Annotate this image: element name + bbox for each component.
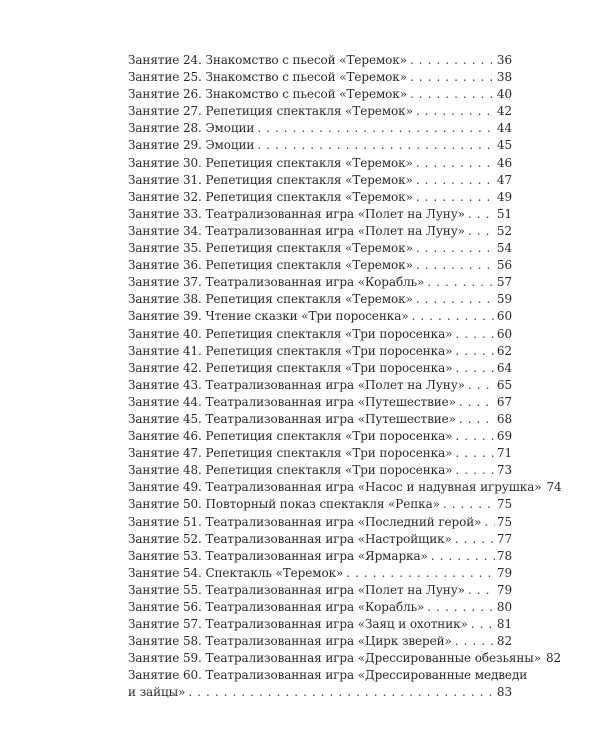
dot-leader xyxy=(346,565,495,582)
dot-leader xyxy=(257,137,495,154)
dot-leader xyxy=(257,120,495,137)
toc-entry-page: 59 xyxy=(496,292,512,307)
dot-leader xyxy=(427,274,495,291)
toc-entry-page: 45 xyxy=(496,138,512,153)
toc-entry-title: Занятие 40. Репетиция спектакля «Три поросенка» xyxy=(128,326,453,341)
toc-entry-page: 80 xyxy=(496,600,512,614)
toc-entry-title: Занятие 48. Репетиция спектакля «Три поросенка» xyxy=(128,463,453,478)
toc-entry-page: 46 xyxy=(496,155,512,170)
dot-leader xyxy=(471,616,495,633)
toc-entry xyxy=(128,531,512,548)
toc-entry xyxy=(128,308,512,325)
dot-leader xyxy=(459,411,495,428)
toc-entry-title: Занятие 24. Знакомство с пьесой «Теремок» xyxy=(128,53,407,67)
toc-entry-title: Занятие 49. Театрализованная игра «Насос и надувная игрушка» xyxy=(128,480,542,495)
toc-entry xyxy=(128,120,512,137)
toc-entry xyxy=(128,103,512,120)
toc-entry-title: Занятие 29. Эмоции xyxy=(128,138,255,153)
dot-leader xyxy=(455,326,495,343)
toc-entry-title: Занятие 37. Театрализованная игра «Корабль» xyxy=(128,275,425,290)
dot-leader xyxy=(443,496,495,513)
dot-leader xyxy=(484,514,495,531)
toc-entry xyxy=(128,411,512,428)
toc-entry-page: 67 xyxy=(496,394,512,409)
toc-entry-title: Занятие 52. Театрализованная игра «Настройщик» xyxy=(128,531,452,546)
toc-entry-title: Занятие 31. Репетиция спектакля «Теремок» xyxy=(128,172,413,187)
toc-entry-title: Занятие 38. Репетиция спектакля «Теремок» xyxy=(128,292,413,307)
toc-entry xyxy=(128,206,512,223)
toc-entry-title: Занятие 53. Театрализованная игра «Ярмарка» xyxy=(128,548,428,563)
toc-entry xyxy=(128,257,512,274)
toc-entry xyxy=(128,565,512,582)
toc-entry xyxy=(128,462,512,479)
toc-entry-page: 77 xyxy=(496,531,512,546)
toc-entry-page: 44 xyxy=(496,121,512,136)
toc-entry-page: 69 xyxy=(496,429,512,444)
toc-entry-page: 62 xyxy=(496,343,512,358)
toc-entry-page: 71 xyxy=(496,446,512,461)
toc-entry-title: Занятие 32. Репетиция спектакля «Теремок» xyxy=(128,189,413,204)
toc-entry xyxy=(128,667,528,701)
toc-entry xyxy=(128,172,512,189)
toc-entry-title: Занятие 28. Эмоции xyxy=(128,121,255,136)
dot-leader xyxy=(468,377,495,394)
dot-leader xyxy=(410,86,495,103)
dot-leader xyxy=(416,155,495,172)
toc-entry xyxy=(128,479,562,496)
toc-entry-title: Занятие 36. Репетиция спектакля «Теремок» xyxy=(128,258,413,273)
dot-leader xyxy=(455,462,495,479)
toc-entry-page: 83 xyxy=(496,685,512,700)
toc-entry-page: 54 xyxy=(496,241,512,256)
toc-entry-title: Занятие 39. Чтение сказки «Три поросенка» xyxy=(128,309,409,324)
dot-leader xyxy=(416,172,495,189)
toc-entry xyxy=(128,360,512,377)
dot-leader xyxy=(410,69,495,86)
toc-entry-page: 56 xyxy=(496,258,512,273)
toc-entry-title: Занятие 50. Повторный показ спектакля «Репка» xyxy=(128,497,440,512)
toc-entry-title: Занятие 51. Театрализованная игра «Последний герой» xyxy=(128,514,482,529)
toc-entry-page: 36 xyxy=(496,53,512,67)
toc-entry-page: 51 xyxy=(496,206,512,221)
toc-entry-page: 68 xyxy=(496,411,512,426)
dot-leader xyxy=(427,599,495,616)
toc-entry-title: Занятие 34. Театрализованная игра «Полет на Луну» xyxy=(128,223,465,238)
toc-entry xyxy=(128,377,512,394)
toc-entry xyxy=(128,445,512,462)
dot-leader xyxy=(410,52,495,69)
toc-entry xyxy=(128,343,512,360)
toc-entry-page: 52 xyxy=(496,223,512,238)
toc-entry xyxy=(128,240,512,257)
toc-entry-title: Занятие 43. Театрализованная игра «Полет на Луну» xyxy=(128,377,465,392)
toc-entry xyxy=(128,582,512,599)
toc-entry-page: 47 xyxy=(496,172,512,187)
dot-leader xyxy=(416,257,495,274)
toc-entry-page: 82 xyxy=(496,634,512,649)
toc-entry-title: Занятие 44. Театрализованная игра «Путешествие» xyxy=(128,394,456,409)
toc-entry-title: Занятие 47. Репетиция спектакля «Три поросенка» xyxy=(128,446,453,461)
toc-entry-title: Занятие 54. Спектакль «Теремок» xyxy=(128,565,344,580)
dot-leader xyxy=(468,206,495,223)
toc-entry-page: 57 xyxy=(496,275,512,290)
dot-leader xyxy=(468,582,495,599)
toc-entry xyxy=(128,69,512,86)
toc-entry xyxy=(128,274,512,291)
toc-entry xyxy=(128,52,512,69)
dot-leader xyxy=(416,103,495,120)
toc-entry xyxy=(128,155,512,172)
toc-entry-title: Занятие 26. Знакомство с пьесой «Теремок» xyxy=(128,87,407,102)
toc-entry xyxy=(128,223,512,240)
dot-leader xyxy=(188,684,495,701)
toc-entry-page: 38 xyxy=(496,70,512,85)
toc-entry-title-line2: и зайцы» xyxy=(128,685,186,700)
toc-entry-title: Занятие 25. Знакомство с пьесой «Теремок» xyxy=(128,70,407,85)
toc-entry-title: Занятие 57. Театрализованная игра «Заяц и охотник» xyxy=(128,617,468,632)
toc-entry-title: Занятие 46. Репетиция спектакля «Три поросенка» xyxy=(128,429,453,444)
toc-entry xyxy=(128,616,512,633)
toc-entry-title-line1: Занятие 60. Театрализованная игра «Дрессированные медведи xyxy=(128,668,528,683)
toc-entry-line2 xyxy=(128,684,512,701)
toc-entry-title: Занятие 56. Театрализованная игра «Корабль» xyxy=(128,600,425,614)
toc-entry-page: 60 xyxy=(496,326,512,341)
toc-entry xyxy=(128,599,512,616)
toc-entry-title: Занятие 41. Репетиция спектакля «Три поросенка» xyxy=(128,343,453,358)
dot-leader xyxy=(455,428,495,445)
dot-leader xyxy=(416,240,495,257)
toc-entry-page: 79 xyxy=(496,565,512,580)
table-of-contents xyxy=(128,52,562,702)
toc-entry-title: Занятие 35. Репетиция спектакля «Теремок» xyxy=(128,241,413,256)
toc-entry xyxy=(128,137,512,154)
toc-entry-page: 64 xyxy=(496,360,512,375)
dot-leader xyxy=(431,548,495,565)
toc-entry-page: 74 xyxy=(546,480,562,495)
toc-entry xyxy=(128,650,562,667)
toc-entry-page: 81 xyxy=(496,617,512,632)
toc-entry-title: Занятие 30. Репетиция спектакля «Теремок» xyxy=(128,155,413,170)
toc-entry-page: 65 xyxy=(496,377,512,392)
toc-entry xyxy=(128,633,512,650)
dot-leader xyxy=(468,223,495,240)
dot-leader xyxy=(416,291,495,308)
dot-leader xyxy=(455,343,495,360)
toc-entry-page: 75 xyxy=(496,514,512,529)
toc-entry xyxy=(128,291,512,308)
toc-entry xyxy=(128,86,512,103)
toc-entry xyxy=(128,189,512,206)
dot-leader xyxy=(459,394,495,411)
toc-entry-page: 79 xyxy=(496,582,512,597)
dot-leader xyxy=(455,633,495,650)
dot-leader xyxy=(455,531,495,548)
toc-list xyxy=(128,52,562,667)
toc-entry-title: Занятие 58. Театрализованная игра «Цирк зверей» xyxy=(128,634,452,649)
dot-leader xyxy=(455,445,495,462)
dot-leader xyxy=(416,189,495,206)
toc-entry-page: 40 xyxy=(496,87,512,102)
dot-leader xyxy=(412,308,495,325)
toc-entry-page: 60 xyxy=(496,309,512,324)
toc-entry xyxy=(128,514,512,531)
toc-entry-page: 75 xyxy=(496,497,512,512)
toc-entry-page: 42 xyxy=(496,104,512,119)
toc-entry xyxy=(128,394,512,411)
toc-entry-title: Занятие 45. Театрализованная игра «Путешествие» xyxy=(128,411,456,426)
toc-entry-page: 49 xyxy=(496,189,512,204)
toc-entry xyxy=(128,548,512,565)
toc-entry xyxy=(128,326,512,343)
toc-entry-title: Занятие 42. Репетиция спектакля «Три поросенка» xyxy=(128,360,453,375)
toc-entry xyxy=(128,496,512,513)
toc-entry-page: 78 xyxy=(496,548,512,563)
dot-leader xyxy=(455,360,495,377)
toc-entry-title: Занятие 27. Репетиция спектакля «Теремок» xyxy=(128,104,413,119)
toc-entry-page: 73 xyxy=(496,463,512,478)
toc-entry xyxy=(128,428,512,445)
toc-entry-page: 82 xyxy=(545,651,562,666)
toc-entry-title: Занятие 33. Театрализованная игра «Полет на Луну» xyxy=(128,206,465,221)
toc-entry-title: Занятие 59. Театрализованная игра «Дрессированные обезьяны» xyxy=(128,651,541,666)
toc-entry-title: Занятие 55. Театрализованная игра «Полет на Луну» xyxy=(128,582,465,597)
